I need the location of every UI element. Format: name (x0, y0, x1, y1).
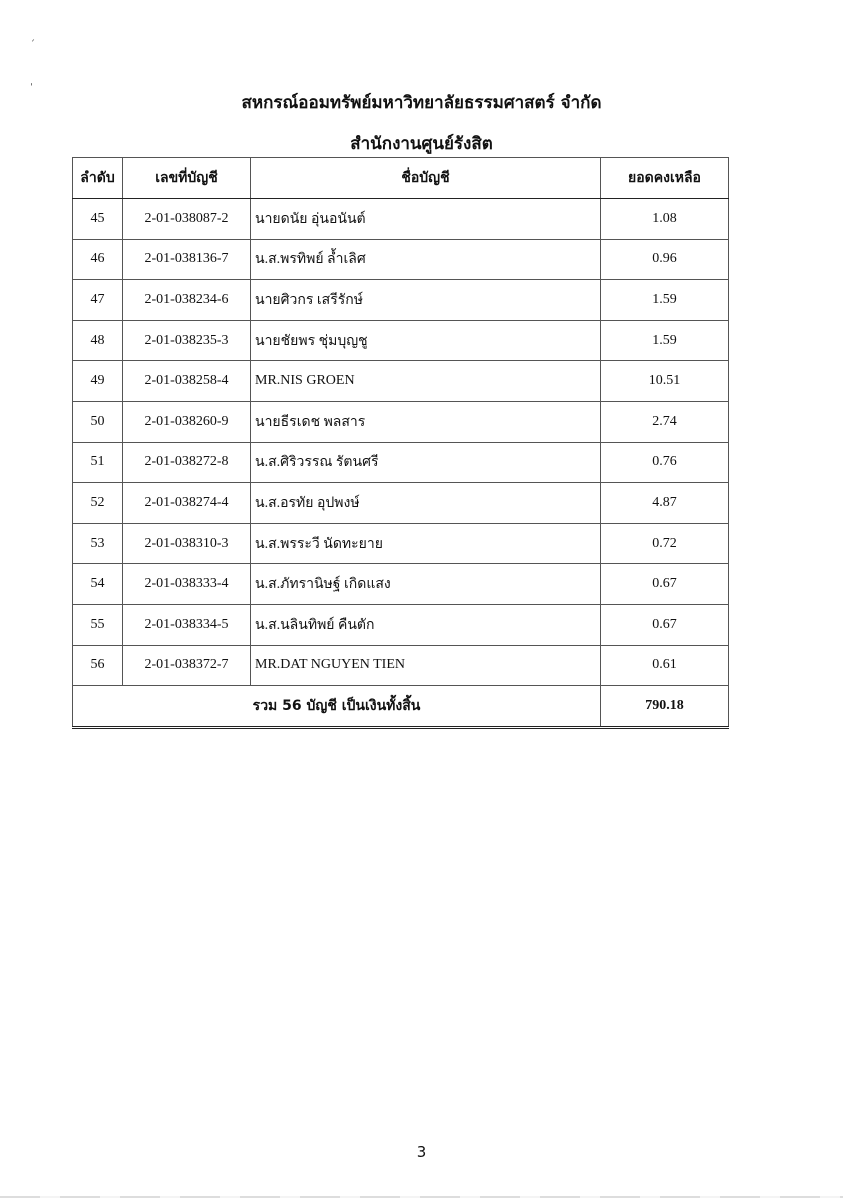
row-balance: 2.74 (601, 401, 729, 442)
row-account-no: 2-01-038333-4 (123, 564, 251, 605)
row-seq: 52 (73, 483, 123, 524)
row-account-name: นายศิวกร เสรีรักษ์ (251, 280, 601, 321)
row-seq: 56 (73, 645, 123, 686)
row-seq: 45 (73, 199, 123, 240)
row-account-name: น.ส.อรทัย อุปพงษ์ (251, 483, 601, 524)
row-balance: 0.96 (601, 239, 729, 280)
row-account-no: 2-01-038234-6 (123, 280, 251, 321)
table-row (73, 199, 729, 240)
row-account-no: 2-01-038272-8 (123, 442, 251, 483)
row-balance: 0.72 (601, 523, 729, 564)
row-account-no: 2-01-038260-9 (123, 401, 251, 442)
row-account-name: นายชัยพร ชุ่มบุญชู (251, 320, 601, 361)
row-balance: 4.87 (601, 483, 729, 524)
row-seq: 51 (73, 442, 123, 483)
row-account-name: นายธีรเดช พลสาร (251, 401, 601, 442)
table-row (73, 645, 729, 686)
row-seq: 47 (73, 280, 123, 321)
table-row (73, 523, 729, 564)
header-balance: ยอดคงเหลือ (601, 158, 729, 199)
row-seq: 53 (73, 523, 123, 564)
scan-speck: ˊ (30, 40, 35, 51)
header-account-no: เลขที่บัญชี (123, 158, 251, 199)
document-title: สหกรณ์ออมทรัพย์มหาวิทยาลัยธรรมศาสตร์ จำกัด (241, 93, 602, 113)
table-row (73, 361, 729, 402)
row-balance: 0.67 (601, 564, 729, 605)
total-amount: 790.18 (601, 686, 729, 728)
account-balance-table (72, 157, 729, 729)
row-account-no: 2-01-038087-2 (123, 199, 251, 240)
row-balance: 1.08 (601, 199, 729, 240)
row-account-name: MR.DAT NGUYEN TIEN (251, 645, 601, 686)
row-account-name: นายดนัย อุ่นอนันต์ (251, 199, 601, 240)
page-number: 3 (416, 1143, 427, 1161)
row-seq: 49 (73, 361, 123, 402)
row-seq: 46 (73, 239, 123, 280)
row-account-no: 2-01-038136-7 (123, 239, 251, 280)
row-account-name: น.ส.ศิริวรรณ รัตนศรี (251, 442, 601, 483)
total-label: รวม 56 บัญชี เป็นเงินทั้งสิ้น (73, 686, 601, 728)
scan-edge-line (0, 1196, 843, 1198)
header-seq: ลำดับ (73, 158, 123, 199)
row-balance: 1.59 (601, 280, 729, 321)
row-seq: 54 (73, 564, 123, 605)
table-row (73, 239, 729, 280)
table-row (73, 401, 729, 442)
scan-speck: ˌ (30, 76, 33, 87)
header-account-name: ชื่อบัญชี (251, 158, 601, 199)
total-row (73, 686, 729, 728)
row-balance: 0.67 (601, 604, 729, 645)
row-account-name: MR.NIS GROEN (251, 361, 601, 402)
document-subtitle: สำนักงานศูนย์รังสิต (350, 134, 493, 154)
row-account-no: 2-01-038274-4 (123, 483, 251, 524)
row-balance: 1.59 (601, 320, 729, 361)
row-seq: 48 (73, 320, 123, 361)
row-account-name: น.ส.ภัทรานิษฐ์ เกิดแสง (251, 564, 601, 605)
row-account-no: 2-01-038258-4 (123, 361, 251, 402)
table-row (73, 564, 729, 605)
table-row (73, 483, 729, 524)
row-account-name: น.ส.พรระวี นัดทะยาย (251, 523, 601, 564)
table-row (73, 280, 729, 321)
table-row (73, 442, 729, 483)
row-account-no: 2-01-038235-3 (123, 320, 251, 361)
row-account-no: 2-01-038334-5 (123, 604, 251, 645)
table-row (73, 320, 729, 361)
table-header-row (73, 158, 729, 199)
row-seq: 55 (73, 604, 123, 645)
row-balance: 0.61 (601, 645, 729, 686)
row-account-no: 2-01-038310-3 (123, 523, 251, 564)
row-balance: 0.76 (601, 442, 729, 483)
row-account-no: 2-01-038372-7 (123, 645, 251, 686)
row-balance: 10.51 (601, 361, 729, 402)
table-row (73, 604, 729, 645)
row-account-name: น.ส.พรทิพย์ ล้ำเลิศ (251, 239, 601, 280)
row-seq: 50 (73, 401, 123, 442)
row-account-name: น.ส.นลินทิพย์ คืนตัก (251, 604, 601, 645)
